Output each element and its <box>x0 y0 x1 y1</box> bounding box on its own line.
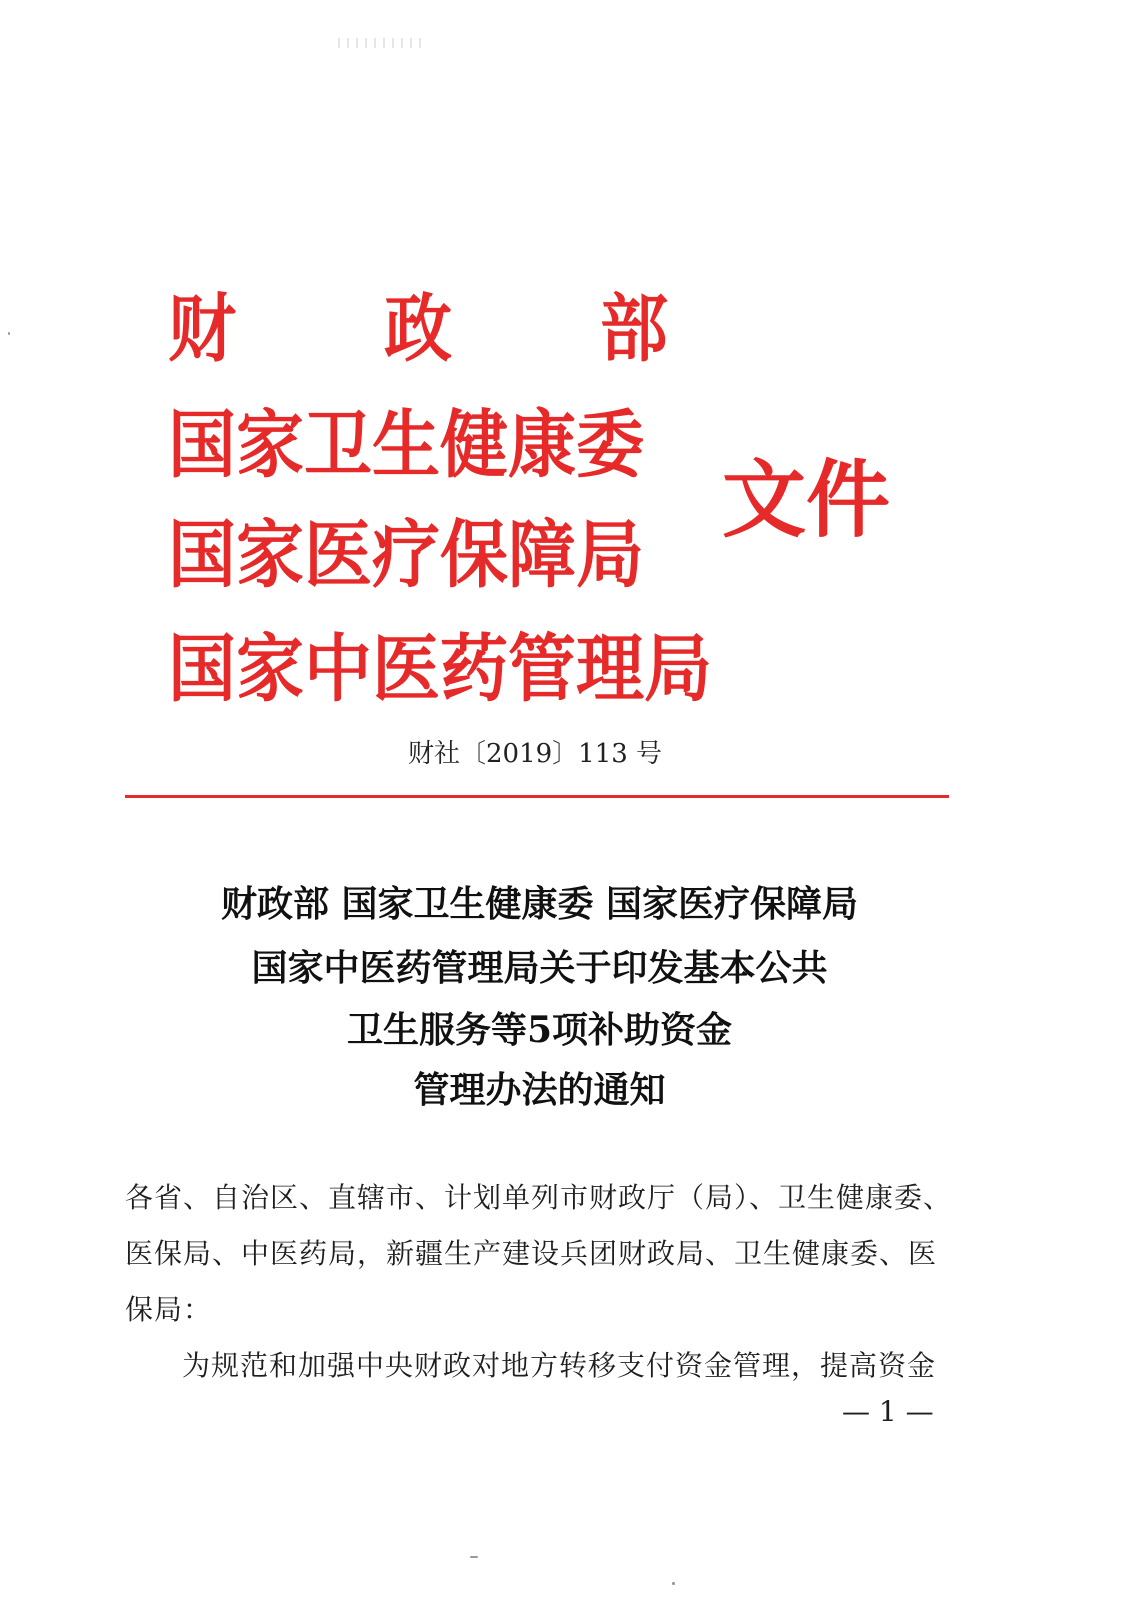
document-number: 财社〔2019〕113 号 <box>408 739 663 769</box>
issuer-ministry-of-finance <box>168 286 668 372</box>
title-line: 卫生服务等5项补助资金 <box>346 1009 733 1051</box>
title-line: 管理办法的通知 <box>413 1069 666 1111</box>
title-line: 国家中医药管理局关于印发基本公共 <box>251 947 828 989</box>
issuer-healthcare-security: 国家医疗保障局 <box>168 512 645 599</box>
title-line: 财政部 国家卫生健康委 国家医疗保障局 <box>220 883 859 925</box>
issuer-char: 政 <box>383 286 452 373</box>
scan-speck <box>672 1582 675 1585</box>
document-type-label: 文件 <box>722 450 891 549</box>
scan-speck <box>470 1556 478 1558</box>
issuer-char: 部 <box>599 286 668 373</box>
issuer-tcm-administration: 国家中医药管理局 <box>168 626 713 713</box>
addressee-line: 各省、自治区、直辖市、计划单列市财政厅（局）、卫生健康委、 <box>125 1181 953 1214</box>
body-paragraph-line: 为规范和加强中央财政对地方转移支付资金管理，提高资金 <box>182 1349 937 1382</box>
red-divider-line <box>125 795 949 798</box>
page-number: — 1 — <box>842 1395 934 1428</box>
issuer-health-commission: 国家卫生健康委 <box>168 402 645 489</box>
addressee-line: 保局： <box>125 1293 213 1326</box>
addressee-line: 医保局、中医药局，新疆生产建设兵团财政局、卫生健康委、医 <box>125 1237 938 1270</box>
scan-artifact <box>338 38 424 48</box>
scan-speck <box>8 332 10 335</box>
issuer-char: 财 <box>168 286 237 373</box>
